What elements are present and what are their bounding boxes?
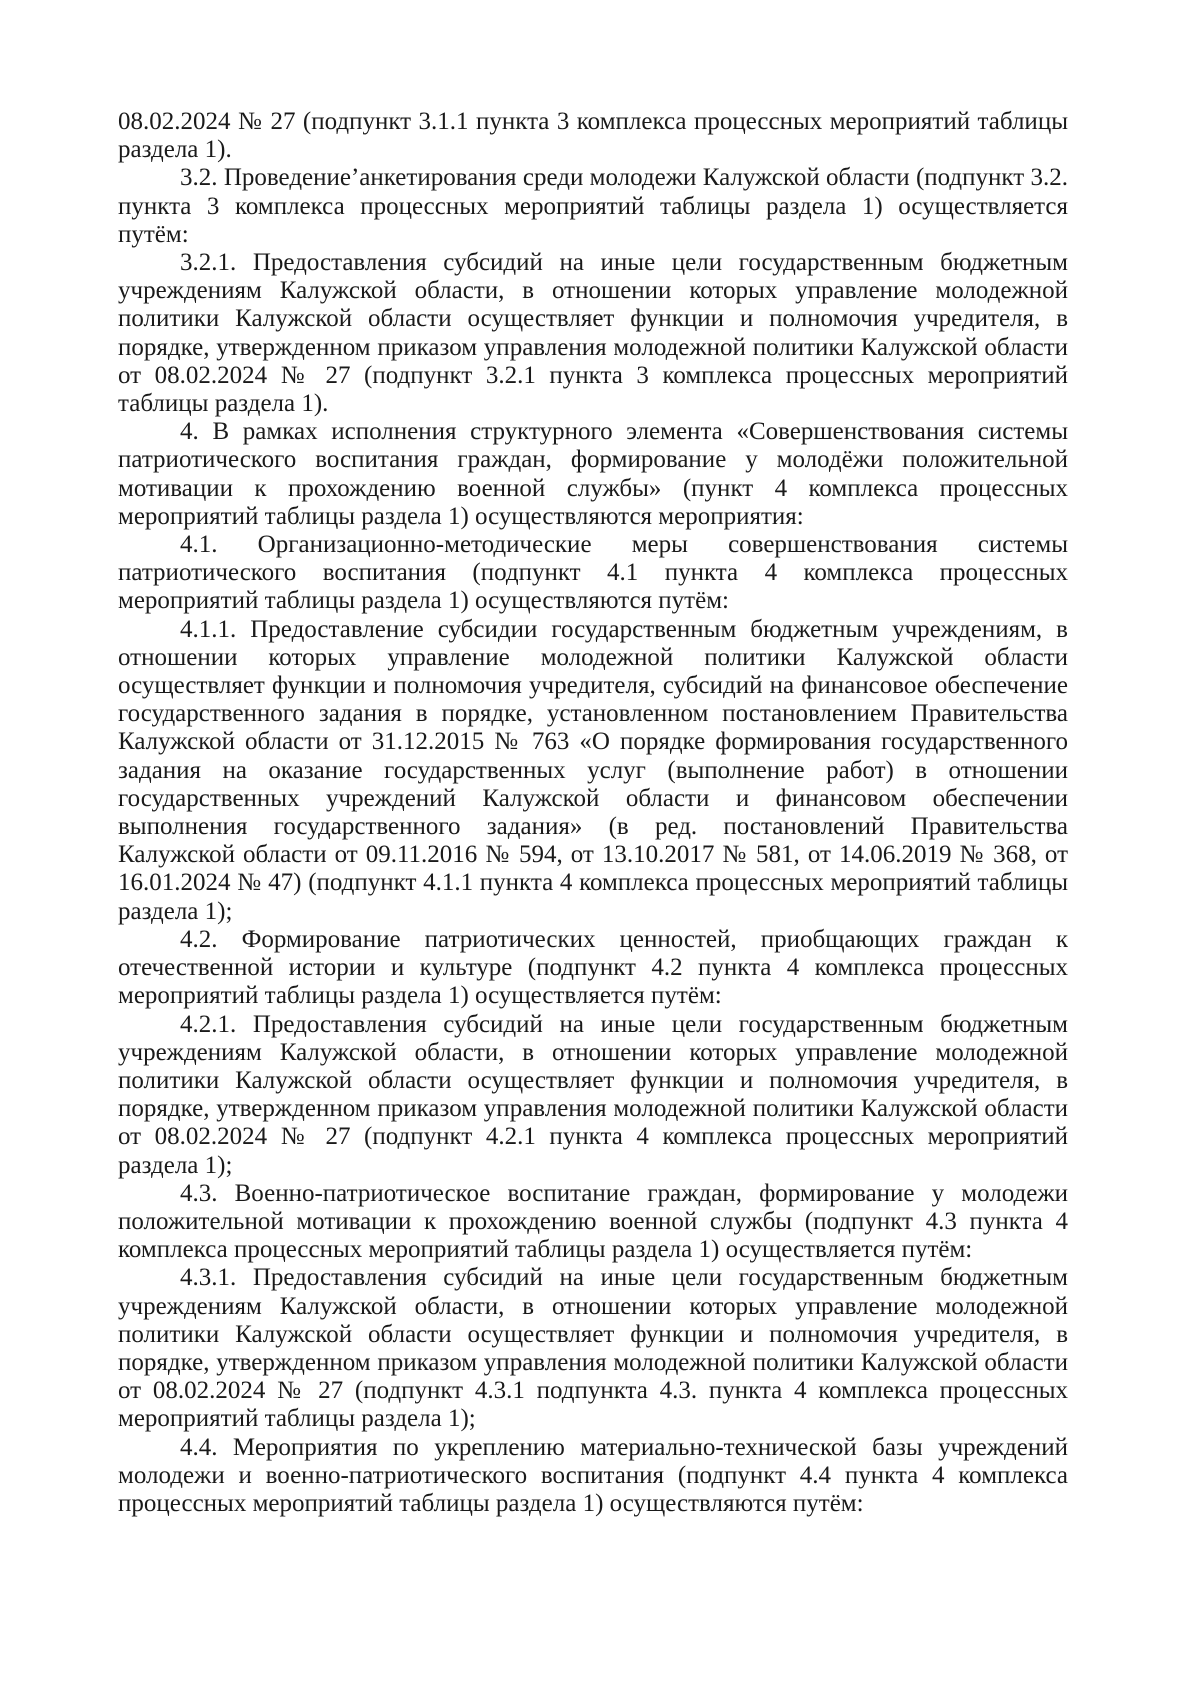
paragraph-4-1: 4.1. Организационно-методические меры совершенствования системы патриотического воспитания (подпункт 4.1 пункта 4 комплекса процессных мероприятий таблицы раздела 1) осуществляются путём:	[118, 531, 1068, 615]
paragraph-4-4: 4.4. Мероприятия по укреплению материально-технической базы учреждений молодежи и военно-патриотического воспитания (подпункт 4.4 пункта 4 комплекса процессных мероприятий таблицы раздела 1) осуществляются путём:	[118, 1433, 1068, 1517]
paragraph-4-3: 4.3. Военно-патриотическое воспитание граждан, формирование у молодежи положительной мотивации к прохождению военной службы (подпункт 4.3 пункта 4 комплекса процессных мероприятий таблицы раздела 1) осуществляется путём:	[118, 1179, 1068, 1264]
paragraph-4-1-1: 4.1.1. Предоставление субсидии государственным бюджетным учреждениям, в отношении которых управление молодежной политики Калужской области осуществляет функции и полномочия учредителя, субсидий на финансовое обеспечение государственного задания в порядке, установленном постановлением Правительства Калужской области от 31.12.2015 № 763 «О порядке формирования государственного задания на оказание государственных услуг (выполнение работ) в отношении государственных учреждений Калужской области и финансовом обеспечении выполнения государственного задания» (в ред. постановлений Правительства Калужской области от 09.11.2016 № 594, от 13.10.2017 № 581, от 14.06.2019 № 368, от 16.01.2024 № 47) (подпункт 4.1.1 пункта 4 комплекса процессных мероприятий таблицы раздела 1);	[118, 615, 1068, 925]
paragraph-4-2-1: 4.2.1. Предоставления субсидий на иные цели государственным бюджетным учреждениям Калужской области, в отношении которых управление молодежной политики Калужской области осуществляет функции и полномочия учредителя, в порядке, утвержденном приказом управления молодежной политики Калужской области от 08.02.2024 № 27 (подпункт 4.2.1 пункта 4 комплекса процессных мероприятий раздела 1);	[118, 1010, 1068, 1179]
paragraph-3-2: 3.2. Проведение’анкетирования среди молодежи Калужской области (подпункт 3.2. пункта 3 комплекса процессных мероприятий таблицы раздела 1) осуществляется путём:	[118, 164, 1068, 248]
paragraph-continuation: 08.02.2024 № 27 (подпункт 3.1.1 пункта 3 комплекса процессных мероприятий таблицы раздела 1).	[118, 108, 1068, 164]
paragraph-4-2: 4.2. Формирование патриотических ценностей, приобщающих граждан к отечественной истории и культуре (подпункт 4.2 пункта 4 комплекса процессных мероприятий таблицы раздела 1) осуществляется путём:	[118, 925, 1068, 1010]
paragraph-4-3-1: 4.3.1. Предоставления субсидий на иные цели государственным бюджетным учреждениям Калужской области, в отношении которых управление молодежной политики Калужской области осуществляет функции и полномочия учредителя, в порядке, утвержденном приказом управления молодежной политики Калужской области от 08.02.2024 № 27 (подпункт 4.3.1 подпункта 4.3. пункта 4 комплекса процессных мероприятий таблицы раздела 1);	[118, 1264, 1068, 1433]
paragraph-4: 4. В рамках исполнения структурного элемента «Совершенствования системы патриотического воспитания граждан, формирование у молодёжи положительной мотивации к прохождению военной службы» (пункт 4 комплекса процессных мероприятий таблицы раздела 1) осуществляются мероприятия:	[118, 418, 1068, 530]
document-body	[118, 108, 1068, 1518]
paragraph-3-2-1: 3.2.1. Предоставления субсидий на иные цели государственным бюджетным учреждениям Калужской области, в отношении которых управление молодежной политики Калужской области осуществляет функции и полномочия учредителя, в порядке, утвержденном приказом управления молодежной политики Калужской области от 08.02.2024 № 27 (подпункт 3.2.1 пункта 3 комплекса процессных мероприятий таблицы раздела 1).	[118, 249, 1068, 418]
